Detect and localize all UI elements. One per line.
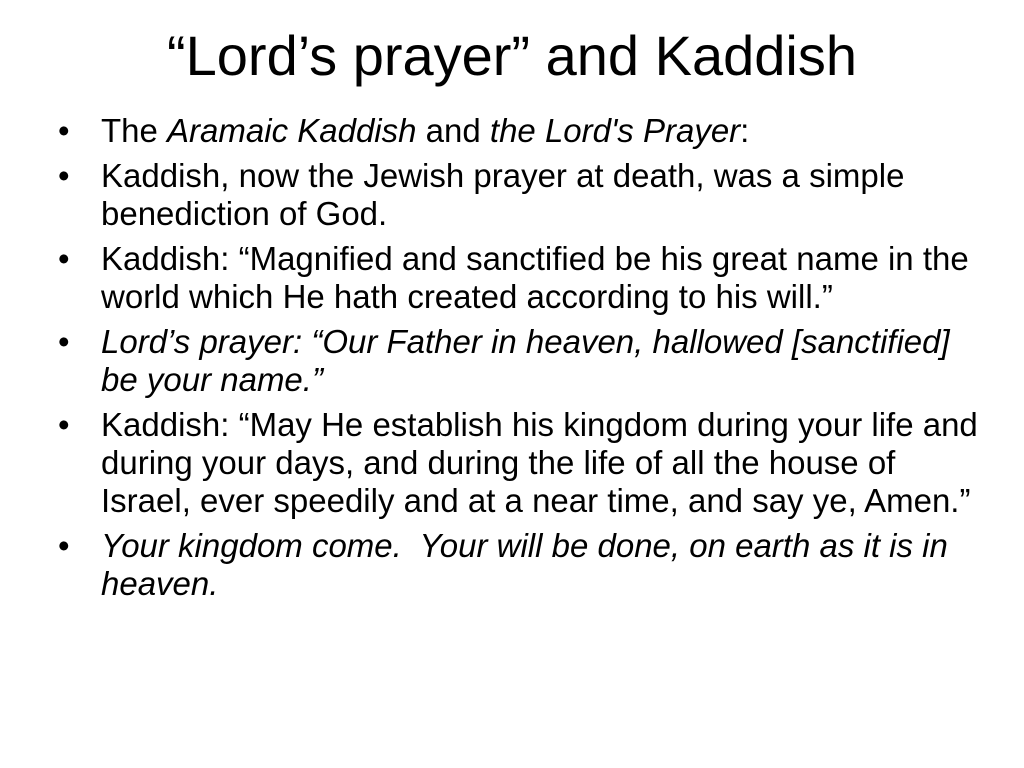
slide-title: “Lord’s prayer” and Kaddish bbox=[166, 24, 858, 87]
bullet-text: : bbox=[740, 112, 750, 149]
bullet-text: The bbox=[101, 112, 168, 149]
bullet-list bbox=[58, 112, 988, 610]
bullet-item-lords-prayer-quote-2 bbox=[58, 527, 988, 603]
bullet-icon: • bbox=[58, 157, 70, 194]
bullet-item-intro bbox=[58, 112, 988, 150]
bullet-icon: • bbox=[58, 527, 70, 564]
bullet-text-italic: Lord’s prayer: “Our Father in heaven, hallowed [sanctified] be your name.” bbox=[101, 323, 950, 398]
bullet-icon: • bbox=[58, 406, 70, 443]
bullet-item-kaddish-definition bbox=[58, 157, 988, 233]
bullet-icon: • bbox=[58, 112, 70, 149]
bullet-text-italic: the Lord's Prayer bbox=[489, 112, 741, 149]
bullet-text-italic: Aramaic Kaddish bbox=[167, 112, 417, 149]
bullet-item-kaddish-quote-1 bbox=[58, 240, 988, 316]
bullet-text: Kaddish: “Magnified and sanctified be his great name in the world which He hath created according to his will.” bbox=[101, 240, 969, 315]
bullet-icon: • bbox=[58, 323, 70, 360]
bullet-item-lords-prayer-quote-1 bbox=[58, 323, 988, 399]
bullet-item-kaddish-quote-2 bbox=[58, 406, 988, 520]
bullet-text: Kaddish, now the Jewish prayer at death, was a simple benediction of God. bbox=[101, 157, 905, 232]
bullet-text: Kaddish: “May He establish his kingdom during your life and during your days, and during the life of all the house of Israel, ever speedily and at a near time, and say ye, Amen.” bbox=[101, 406, 978, 519]
bullet-text-italic: Your kingdom come. Your will be done, on earth as it is in heaven. bbox=[101, 527, 958, 602]
bullet-icon: • bbox=[58, 240, 70, 277]
bullet-text: and bbox=[416, 112, 490, 149]
